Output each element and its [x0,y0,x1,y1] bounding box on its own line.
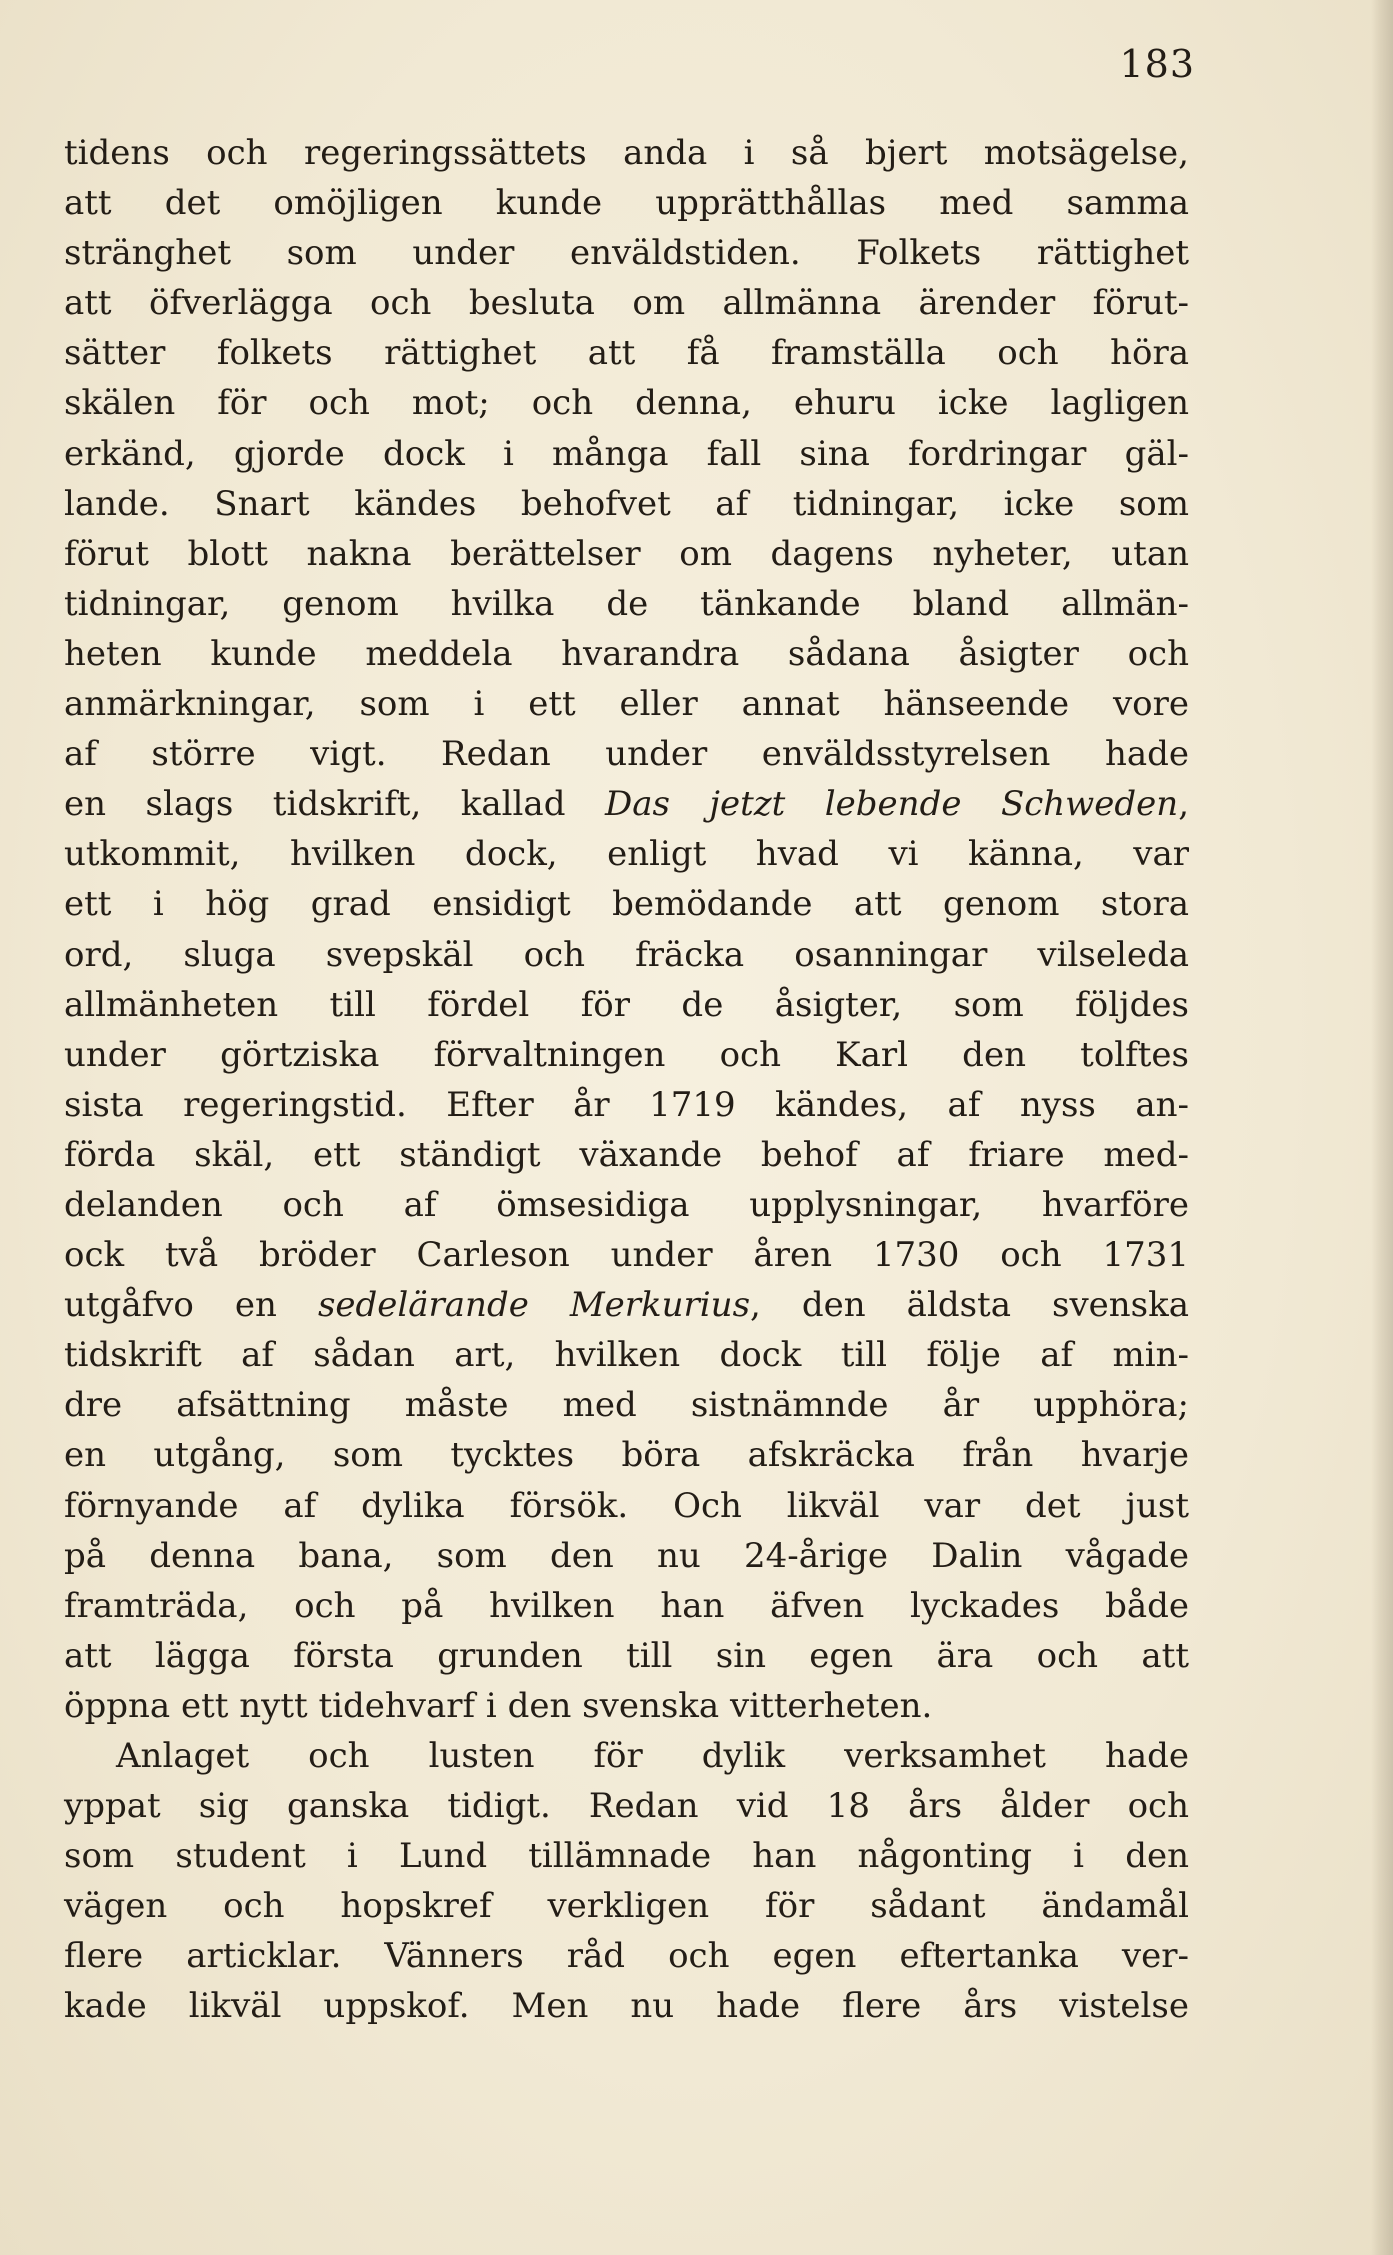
text-line: heten kunde meddela hvarandra sådana åsigter och [64,633,1189,674]
text-segment: , [1178,784,1189,825]
text-segment: , den äldsta svenska [750,1285,1189,1326]
text-line: tidens och regeringssättets anda i så bjert motsägelse, [64,133,1189,173]
text-line: allmänheten till fördel för de åsigter, som följdes [64,984,1189,1025]
text-line: af större vigt. Redan under enväldsstyrelsen hade [64,734,1189,775]
body-text [64,128,1189,2032]
text-line: tidskrift af sådan art, hvilken dock till följe af min- [64,1335,1189,1376]
italic-title: sedelärande Merkurius [317,1285,751,1326]
text-line: förnyande af dylika försök. Och likväl var det just [64,1485,1189,1526]
italic-title: Das jetzt lebende Schweden [604,784,1179,825]
text-line: att öfverlägga och besluta om allmänna ärender förut- [64,283,1189,324]
text-line: ock två bröder Carleson under åren 1730 och 1731 [64,1235,1189,1276]
text-line: på denna bana, som den nu 24-årige Dalin vågade [64,1535,1189,1576]
text-line: lande. Snart kändes behofvet af tidningar, icke som [64,483,1189,524]
text-segment: utgåfvo en [64,1285,318,1326]
text-line: en utgång, som tycktes böra afskräcka från hvarje [64,1435,1189,1476]
text-line: tidningar, genom hvilka de tänkande bland allmän- [64,583,1189,624]
page-number: 183 [1119,42,1195,86]
text-segment: en slags tidskrift, kallad [64,784,605,825]
text-line: kade likväl uppskof. Men nu hade flere års vistelse [64,1986,1189,2027]
text-line-with-italic-title [64,779,1189,829]
text-line: ett i hög grad ensidigt bemödande att genom stora [64,884,1189,925]
text-line: anmärkningar, som i ett eller annat hänseende vore [64,684,1189,725]
text-line: sista regeringstid. Efter år 1719 kändes, af nyss an- [64,1084,1189,1125]
text-line: skälen för och mot; och denna, ehuru icke lagligen [64,383,1189,424]
text-line: att lägga första grunden till sin egen ära och att [64,1635,1189,1676]
page-edge-shadow [1371,0,1393,2255]
text-line: att det omöjligen kunde upprätthållas med samma [64,183,1189,224]
text-line: delanden och af ömsesidiga upplysningar, hvarföre [64,1184,1189,1225]
text-line: erkänd, gjorde dock i många fall sina fordringar gäl- [64,433,1189,474]
text-line: sätter folkets rättighet att få framställa och höra [64,333,1189,374]
text-line: förda skäl, ett ständigt växande behof af friare med- [64,1134,1189,1175]
text-line: som student i Lund tillämnade han någonting i den [64,1836,1189,1877]
text-line: yppat sig ganska tidigt. Redan vid 18 års ålder och [64,1786,1189,1827]
text-line: ord, sluga svepskäl och fräcka osanningar vilseleda [64,934,1189,975]
text-line: under görtziska förvaltningen och Karl den tolftes [64,1034,1189,1075]
text-line: utkommit, hvilken dock, enligt hvad vi känna, var [64,834,1189,875]
text-line-with-italic-title [64,1280,1189,1330]
text-line: flere articklar. Vänners råd och egen eftertanka ver- [64,1936,1189,1977]
text-line: framträda, och på hvilken han äfven lyckades både [64,1585,1189,1626]
text-line: vägen och hopskref verkligen för sådant ändamål [64,1886,1189,1927]
text-line-paragraph-end: öppna ett nytt tidehvarf i den svenska vitterheten. [64,1685,933,1726]
text-line: förut blott nakna berättelser om dagens nyheter, utan [64,533,1189,574]
text-line: dre afsättning måste med sistnämnde år upphöra; [64,1385,1189,1426]
text-line: stränghet som under enväldstiden. Folkets rättighet [64,233,1189,274]
text-line-paragraph-start: Anlaget och lusten för dylik verksamhet hade [116,1736,1189,1776]
